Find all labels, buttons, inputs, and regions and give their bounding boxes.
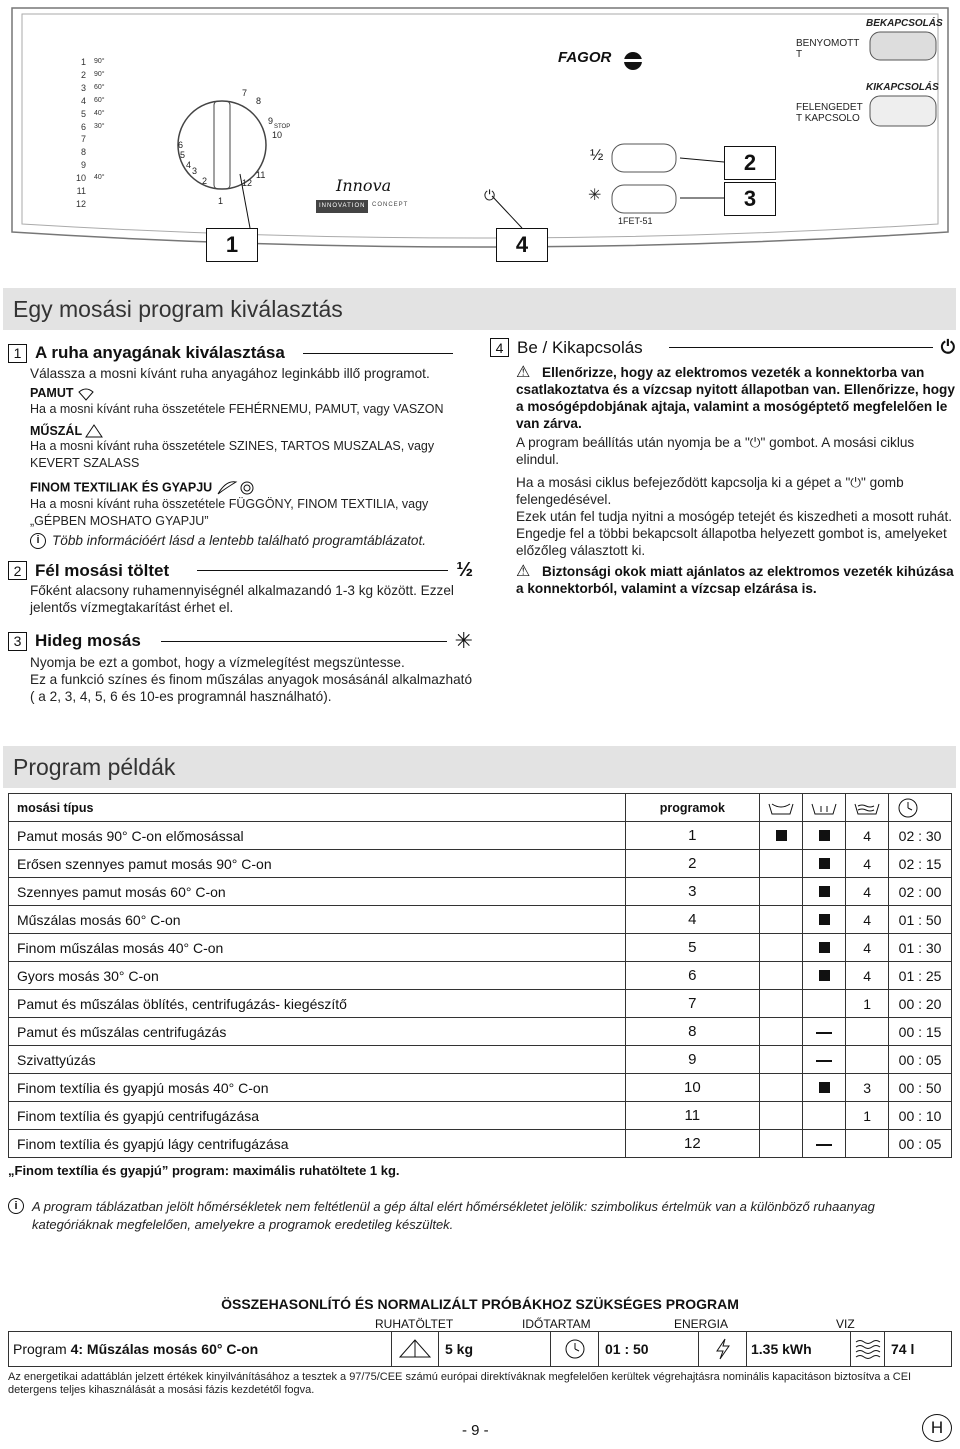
table-row xyxy=(9,934,952,962)
dial-number: 12 xyxy=(242,178,253,188)
cell-prewash xyxy=(760,906,803,934)
half-load-icon: ½ xyxy=(590,147,604,164)
filled-square-marker xyxy=(819,1082,830,1093)
cell-prewash xyxy=(760,1130,803,1158)
innova-tagline-right: CONCEPT xyxy=(372,202,409,208)
dial-number: 6 xyxy=(178,140,184,150)
dial-number: 5 xyxy=(180,150,186,160)
callout-3: 3 xyxy=(724,182,776,216)
program-list xyxy=(72,56,116,211)
model-code: 1FET-51 xyxy=(618,216,653,226)
clock-icon xyxy=(551,1331,599,1367)
dial-number: 7 xyxy=(242,88,248,98)
callout-4: 4 xyxy=(496,228,548,262)
filled-square-marker xyxy=(776,830,787,841)
col-time xyxy=(889,794,952,822)
cell-time: 02 : 30 xyxy=(889,822,952,850)
dial-number: 3 xyxy=(192,166,198,176)
cell-program: 6 xyxy=(625,962,760,990)
off-label: KIKAPCSOLÁS xyxy=(866,82,939,93)
control-panel-diagram xyxy=(0,0,960,262)
warning-connection: ⚠ Ellenőrizze, hogy az elektromos vezeték a konnektorba van csatlakoztatva és a vízcsap nyitott állapotban van. Ellenőrizze, hogy a mosógépdobjának ajtaja, valamint a mosógéptető megfelelően le van zárva. xyxy=(516,364,955,431)
table-row xyxy=(9,1046,952,1074)
cell-time: 01 : 50 xyxy=(889,906,952,934)
norm-load: 5 kg xyxy=(439,1331,551,1367)
dash-marker xyxy=(816,1060,832,1062)
norm-header-energy: ENERGIA xyxy=(674,1317,729,1331)
on-label: BEKAPCSOLÁS xyxy=(866,18,943,29)
power-title: 4 Be / Kikapcsolás ⏻ xyxy=(490,337,955,358)
filled-square-marker xyxy=(819,942,830,953)
cold-wash-text-2: Ez a funkció színes és finom műszálas anyagok mosásánál alkalmazható ( a 2, 3, 4, 5, 6 és 10-es programnál használható). xyxy=(30,672,473,705)
cell-program: 12 xyxy=(625,1130,760,1158)
cold-wash-text-1: Nyomja be ezt a gombot, hogy a vízmelegítést megszüntesse. xyxy=(30,655,405,671)
fabric-title: 1 A ruha anyagának kiválasztása xyxy=(8,343,473,363)
filled-square-marker xyxy=(819,830,830,841)
table-row xyxy=(9,878,952,906)
cold-wash-icon: ✳ xyxy=(454,628,473,654)
program-list-item: 2 90° xyxy=(80,69,105,80)
cell-wash xyxy=(803,1046,846,1074)
dial-number: 10 xyxy=(272,130,283,140)
table-row xyxy=(9,962,952,990)
cell-wash-type: Finom műszálas mosás 40° C-on xyxy=(9,934,626,962)
filled-square-marker xyxy=(819,858,830,869)
program-list-item: 10 40° xyxy=(75,173,105,184)
energy-icon xyxy=(699,1331,747,1367)
clock-icon xyxy=(897,797,919,819)
cell-time: 01 : 25 xyxy=(889,962,952,990)
cell-wash xyxy=(803,1102,846,1130)
cotton-icon xyxy=(77,387,95,401)
norm-header-time: IDŐTARTAM xyxy=(522,1317,591,1331)
table-row xyxy=(9,1102,952,1130)
cell-time: 00 : 05 xyxy=(889,1046,952,1074)
cold-wash-title: 3 Hideg mosás ✳ xyxy=(8,628,473,654)
cell-rinse xyxy=(846,1018,889,1046)
power-icon: ⏻ xyxy=(940,337,955,357)
power-text-3: Ezek után fel tudja nyitni a mosógép tetejét és kiszedheti a mosott ruhát. xyxy=(516,509,953,524)
col-wash xyxy=(803,794,846,822)
section-header-program-examples: Program példák xyxy=(3,746,956,788)
cell-wash-type: Erősen szennyes pamut mosás 90° C-on xyxy=(9,850,626,878)
section-number: 4 xyxy=(490,338,509,357)
warning-icon: ⚠ xyxy=(516,364,531,381)
cell-time: 00 : 10 xyxy=(889,1102,952,1130)
on-sub-label: BENYOMOTT xyxy=(796,38,860,49)
col-prewash xyxy=(760,794,803,822)
table-row xyxy=(9,906,952,934)
synthetic-text: Ha a mosni kívánt ruha összetétele SZINES, TARTOS MUSZALAS, vagy KEVERT SZALASS xyxy=(30,439,435,471)
cell-prewash xyxy=(760,1074,803,1102)
synthetic-label: MŰSZÁL xyxy=(30,424,473,439)
cell-program: 11 xyxy=(625,1102,760,1130)
program-list-item: 1 90° xyxy=(80,57,105,67)
cold-wash-icon: ✳ xyxy=(588,187,602,204)
norm-water: 74 l xyxy=(891,1341,915,1357)
spin-icon xyxy=(854,801,880,815)
cell-time: 02 : 00 xyxy=(889,878,952,906)
half-load-icon: ½ xyxy=(456,559,473,582)
on-sub-label-2: T xyxy=(796,49,803,60)
dial-number: 1 xyxy=(218,196,224,206)
program-list-item: 6 30° xyxy=(80,121,105,132)
wash-icon xyxy=(811,801,837,815)
table-row xyxy=(9,850,952,878)
table-row xyxy=(9,822,952,850)
section-number: 1 xyxy=(8,344,27,363)
fagor-logo: FAGOR xyxy=(558,49,612,66)
program-list-item: 5 40° xyxy=(80,108,105,119)
temperature-note: i A program táblázatban jelölt hőmérsékletek nem feltétlenül a gép által elért hőmérsékletet jelölik: szimbolikus értelmük van a különböző ruhaanyag kategóriáknak megfelelően, amelyekre a programok eredetileg készültek. xyxy=(8,1198,954,1234)
section-header-program-select: Egy mosási program kiválasztás xyxy=(3,288,956,330)
cell-prewash xyxy=(760,1046,803,1074)
cell-rinse: 4 xyxy=(846,822,889,850)
dash-marker xyxy=(816,1144,832,1146)
cell-rinse: 4 xyxy=(846,906,889,934)
table-row xyxy=(9,1130,952,1158)
warning-icon: ⚠ xyxy=(516,563,531,580)
cell-wash-type: Pamut és műszálas öblítés, centrifugázás- kiegészítő xyxy=(9,990,626,1018)
fabric-intro: Válassza a mosni kívánt ruha anyagához leginkább illő programot. xyxy=(30,366,430,381)
dial-number: 8 xyxy=(256,96,262,106)
cell-wash xyxy=(803,878,846,906)
cell-rinse: 4 xyxy=(846,878,889,906)
weight-icon xyxy=(391,1331,439,1367)
norm-row xyxy=(8,1331,952,1367)
dial-stop-label: STOP xyxy=(274,124,291,130)
program-list-item: 3 60° xyxy=(80,82,105,93)
norm-time: 01 : 50 xyxy=(599,1331,699,1367)
cell-prewash xyxy=(760,850,803,878)
off-sub-label: FELENGEDET xyxy=(796,102,863,113)
cell-time: 00 : 20 xyxy=(889,990,952,1018)
cell-time: 00 : 50 xyxy=(889,1074,952,1102)
cell-wash-type: Műszálas mosás 60° C-on xyxy=(9,906,626,934)
cotton-text: Ha a mosni kívánt ruha összetétele FEHÉRNEMU, PAMUT, vagy VASZON xyxy=(30,401,444,416)
cell-wash-type: Szennyes pamut mosás 60° C-on xyxy=(9,878,626,906)
half-load-title: 2 Fél mosási töltet ½ xyxy=(8,559,473,582)
delicate-label: FINOM TEXTILIAK ÉS GYAPJU xyxy=(30,480,473,496)
language-badge: H xyxy=(922,1414,952,1442)
cell-rinse: 4 xyxy=(846,850,889,878)
dial-number: 2 xyxy=(202,176,208,186)
cell-wash-type: Finom textília és gyapjú mosás 40° C-on xyxy=(9,1074,626,1102)
cell-wash xyxy=(803,822,846,850)
max-load-note: „Finom textília és gyapjú” program: maximális ruhatöltete 1 kg. xyxy=(8,1163,400,1178)
cell-wash xyxy=(803,990,846,1018)
water-icon xyxy=(851,1331,885,1367)
cell-wash-type: Finom textília és gyapjú lágy centrifugázása xyxy=(9,1130,626,1158)
section-number: 2 xyxy=(8,561,27,580)
norm-program: Program 4: Műszálas mosás 60° C-on xyxy=(13,1341,259,1357)
cell-time: 00 : 15 xyxy=(889,1018,952,1046)
cell-wash xyxy=(803,934,846,962)
cell-time: 01 : 30 xyxy=(889,934,952,962)
cell-rinse: 4 xyxy=(846,934,889,962)
filled-square-marker xyxy=(819,914,830,925)
cell-wash-type: Finom textília és gyapjú centrifugázása xyxy=(9,1102,626,1130)
cell-program: 2 xyxy=(625,850,760,878)
cell-wash-type: Pamut mosás 90° C-on előmosással xyxy=(9,822,626,850)
cell-wash xyxy=(803,906,846,934)
power-text-1: A program beállítás után nyomja be a "⏻" gombot. A mosási ciklus elindul. xyxy=(516,435,915,467)
norm-header-water: VIZ xyxy=(836,1317,855,1331)
half-load-text: Főként alacsony ruhamennyiségnél alkalmazandó 1-3 kg között. Ezzel jelentős vízmegtakarítást érhet el. xyxy=(30,583,454,616)
innova-tagline: INNOVATION xyxy=(316,200,368,213)
table-row xyxy=(9,990,952,1018)
cell-prewash xyxy=(760,1018,803,1046)
col-rinse xyxy=(846,794,889,822)
cell-prewash xyxy=(760,1102,803,1130)
program-list-item: 9 xyxy=(80,160,86,171)
cell-program: 3 xyxy=(625,878,760,906)
delicate-text: Ha a mosni kívánt ruha összetétele FÜGGÖNY, FINOM TEXTILIA, vagy „GÉPBEN MOSHATO GYAPJU” xyxy=(30,497,429,529)
program-table xyxy=(8,793,952,1158)
power-text-2: Ha a mosási ciklus befejeződött kapcsolja ki a gépet a "⏻" gomb felengedésével. xyxy=(516,475,904,507)
filled-square-marker xyxy=(819,970,830,981)
cell-program: 9 xyxy=(625,1046,760,1074)
info-note: i Több információért lásd a lentebb található programtáblázatot. xyxy=(30,532,473,549)
cell-prewash xyxy=(760,962,803,990)
dial-number: 9 xyxy=(268,116,274,126)
cell-wash xyxy=(803,1074,846,1102)
norm-footnote: Az energetikai adattáblán jelzett értékek kinyilvánításához a tesztek a 97/75/CEE számú európai direktíváknak megfelelően kerültek végrehajtásra nominális kapacitáson biztosítva a CEI detergens teljes kihasználását a mosási fázis kezdetétől fogva. xyxy=(8,1371,912,1396)
table-row xyxy=(9,1074,952,1102)
norm-title: ÖSSZEHASONLÍTÓ ÉS NORMALIZÁLT PRÓBÁKHOZ SZÜKSÉGES PROGRAM xyxy=(221,1296,739,1312)
cell-wash-type: Szivattyúzás xyxy=(9,1046,626,1074)
off-sub-label-2: T KAPCSOLO xyxy=(796,113,860,124)
program-list-item: 11 xyxy=(76,186,86,197)
dial-number: 4 xyxy=(186,160,192,170)
cell-program: 8 xyxy=(625,1018,760,1046)
col-programs: programok xyxy=(625,794,760,822)
cell-time: 02 : 15 xyxy=(889,850,952,878)
col-wash-type: mosási típus xyxy=(9,794,626,822)
cell-wash-type: Pamut és műszálas centrifugázás xyxy=(9,1018,626,1046)
cell-prewash xyxy=(760,822,803,850)
cell-wash xyxy=(803,850,846,878)
section-number: 3 xyxy=(8,632,27,651)
cell-time: 00 : 05 xyxy=(889,1130,952,1158)
prewash-icon xyxy=(768,801,794,815)
warning-safety: ⚠ Biztonsági okok miatt ajánlatos az elektromos vezeték kihúzása a konnektorból, valamint a vízcsap elzárása is. xyxy=(516,563,954,596)
cell-prewash xyxy=(760,878,803,906)
program-list-item: 7 xyxy=(80,134,86,145)
innova-logo: Innova xyxy=(336,176,392,195)
table-header-row xyxy=(9,794,952,822)
info-icon: i xyxy=(30,533,46,549)
info-icon: i xyxy=(8,1198,24,1214)
section-power xyxy=(490,337,955,597)
dial-number: 11 xyxy=(256,170,266,180)
dash-marker xyxy=(816,1032,832,1034)
power-icon: ⏻ xyxy=(484,187,496,203)
synthetic-icon xyxy=(85,424,103,438)
cell-program: 4 xyxy=(625,906,760,934)
cell-program: 10 xyxy=(625,1074,760,1102)
delicate-wool-icon xyxy=(216,480,256,496)
cell-prewash xyxy=(760,990,803,1018)
cell-rinse: 3 xyxy=(846,1074,889,1102)
table-row xyxy=(9,1018,952,1046)
cell-rinse: 4 xyxy=(846,962,889,990)
cell-rinse xyxy=(846,1046,889,1074)
page-number: - 9 - xyxy=(462,1422,489,1439)
filled-square-marker xyxy=(819,886,830,897)
cell-program: 7 xyxy=(625,990,760,1018)
cell-program: 1 xyxy=(625,822,760,850)
cell-rinse: 1 xyxy=(846,1102,889,1130)
program-list-item: 4 60° xyxy=(80,95,105,106)
cell-rinse xyxy=(846,1130,889,1158)
program-list-item: 12 xyxy=(75,198,86,209)
cell-wash xyxy=(803,1018,846,1046)
cell-wash xyxy=(803,1130,846,1158)
norm-energy: 1.35 kWh xyxy=(747,1331,851,1367)
cell-rinse: 1 xyxy=(846,990,889,1018)
norm-header-load: RUHATÖLTET xyxy=(375,1317,454,1331)
cotton-label: PAMUT xyxy=(30,386,473,401)
cell-program: 5 xyxy=(625,934,760,962)
program-list-item: 8 xyxy=(80,147,86,158)
section-fabric-select xyxy=(8,343,473,705)
cell-wash xyxy=(803,962,846,990)
cell-prewash xyxy=(760,934,803,962)
callout-1: 1 xyxy=(206,228,258,262)
callout-2: 2 xyxy=(724,146,776,180)
power-text-4: Engedje fel a többi bekapcsolt állapotba helyezett gombot is, amelyeket előzőleg választott ki. xyxy=(516,526,947,558)
cell-wash-type: Gyors mosás 30° C-on xyxy=(9,962,626,990)
